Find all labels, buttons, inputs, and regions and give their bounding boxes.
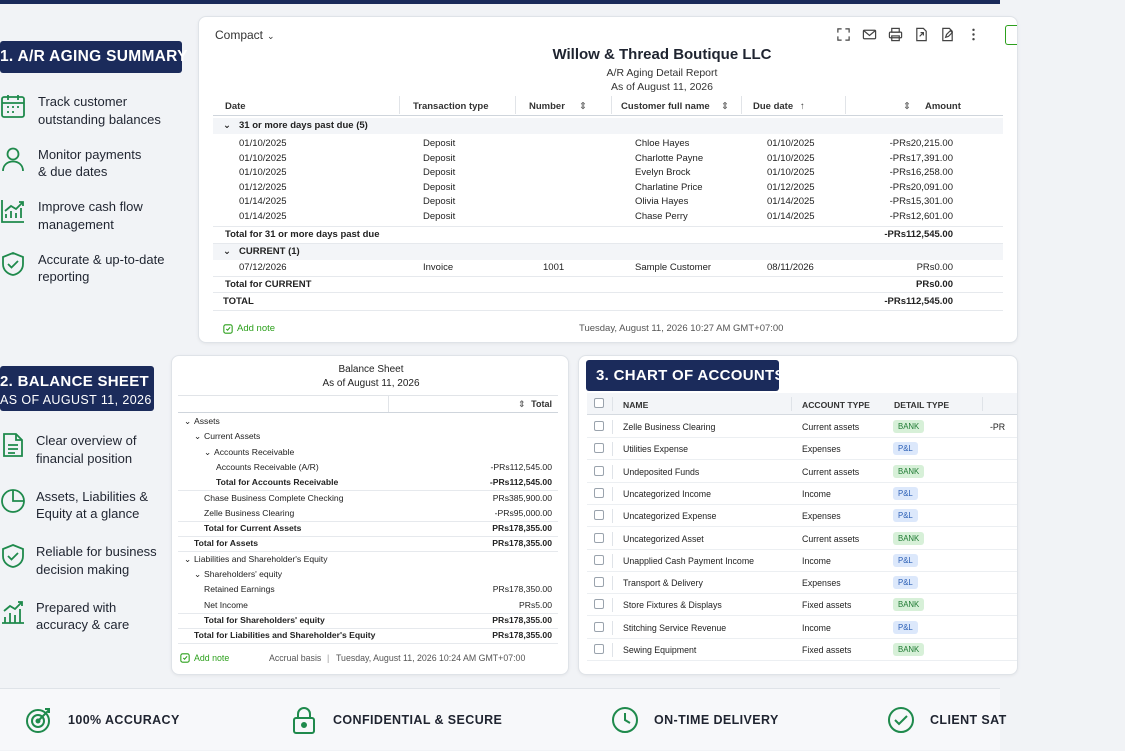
top-accent-bar <box>0 0 1000 4</box>
ar-table-header <box>213 96 1003 116</box>
grand-total-amount: -PRs112,545.00 <box>884 296 953 307</box>
detail-type-badge: P&L <box>893 576 918 589</box>
balance-sheet-card <box>171 355 569 675</box>
bs-row-label: Assets <box>194 416 220 426</box>
chart-of-accounts-badge <box>586 360 785 391</box>
bs-row-label: Shareholders' equity <box>204 569 283 579</box>
add-note-link[interactable] <box>223 323 275 334</box>
subtotal-amount: PRs0.00 <box>916 279 953 290</box>
bs-row-label: Current Assets <box>204 431 261 442</box>
company-name: Willow & Thread Boutique LLC <box>552 46 772 63</box>
sort-ascending-icon[interactable]: ↑ <box>800 101 805 112</box>
fullscreen-icon[interactable] <box>836 27 851 42</box>
clock-icon <box>610 705 640 735</box>
account-balance: -PR <box>990 422 1006 432</box>
group-label: CURRENT (1) <box>239 246 300 257</box>
target-icon <box>24 705 54 735</box>
banner-secure <box>289 689 502 751</box>
row-checkbox[interactable] <box>594 599 604 609</box>
chevron-down-icon: ⌄ <box>223 246 231 257</box>
email-icon[interactable] <box>862 27 877 42</box>
ar-aging-report-card <box>198 16 1018 343</box>
detail-type-badge: BANK <box>893 465 924 478</box>
feature-text: Reliable for business decision making <box>36 544 157 577</box>
account-row[interactable] <box>587 617 1017 639</box>
account-name[interactable]: Transport & Delivery <box>623 578 703 589</box>
row-checkbox[interactable] <box>594 622 604 632</box>
cell-due-date: 01/10/2025 <box>767 167 815 178</box>
account-type: Fixed assets <box>802 645 852 655</box>
cell-customer: Chloe Hayes <box>635 138 690 149</box>
feature-text: Monitor payments & due dates <box>38 146 142 179</box>
bs-add-note-link[interactable] <box>180 653 229 663</box>
col-name[interactable]: NAME <box>623 400 649 410</box>
feature-text: Assets, Liabilities & Equity at a glance <box>36 488 148 521</box>
export-icon[interactable] <box>914 27 929 42</box>
bs-row-amount: -PRs112,545.00 <box>490 461 552 472</box>
account-name[interactable]: Utilities Expense <box>623 444 689 455</box>
account-type: Income <box>802 488 831 499</box>
subtotal-amount: -PRs112,545.00 <box>884 229 953 240</box>
feature-text: Clear overview of financial position <box>36 433 137 466</box>
account-row[interactable] <box>587 505 1017 527</box>
feature-text: Track customer outstanding balances <box>38 94 161 127</box>
detail-type-badge: P&L <box>893 509 918 522</box>
cell-transaction-type: Deposit <box>423 181 456 193</box>
account-name[interactable]: Uncategorized Expense <box>623 511 717 522</box>
banner-accuracy-label: 100% ACCURACY <box>68 713 180 727</box>
trust-banner <box>0 688 1007 750</box>
cell-due-date: 01/12/2025 <box>767 181 815 193</box>
bs-row-amount: PRs178,355.00 <box>492 538 552 549</box>
report-date: As of August 11, 2026 <box>611 81 713 93</box>
cell-date: 01/14/2025 <box>239 210 287 222</box>
account-type: Income <box>802 555 831 566</box>
cell-customer: Charlatine Price <box>635 181 703 193</box>
cell-transaction-type: Deposit <box>423 167 456 178</box>
row-checkbox[interactable] <box>594 555 604 565</box>
account-name[interactable]: Uncategorized Asset <box>623 533 704 544</box>
cell-number: 1001 <box>543 262 565 273</box>
sort-icon[interactable]: ⇕ <box>579 101 587 112</box>
lock-icon <box>289 705 319 735</box>
report-timestamp: Tuesday, August 11, 2026 10:27 AM GMT+07:00 <box>579 323 784 334</box>
bs-row-label: Liabilities and Shareholder's Equity <box>194 553 328 564</box>
cell-amount: -PRs20,091.00 <box>889 181 953 193</box>
chevron-down-icon: ⌄ <box>267 31 275 41</box>
account-name[interactable]: Store Fixtures & Displays <box>623 600 722 611</box>
chevron-down-icon[interactable]: ⌄ <box>184 416 192 426</box>
bs-row-label: Total for Assets <box>194 538 258 549</box>
banner-delivery-label: ON-TIME DELIVERY <box>654 713 779 727</box>
row-checkbox[interactable] <box>594 510 604 520</box>
person-icon <box>0 146 26 172</box>
chevron-down-icon[interactable]: ⌄ <box>184 553 192 564</box>
account-type: Current assets <box>802 422 860 432</box>
grand-total-label: TOTAL <box>223 296 254 307</box>
bs-row-label: Total for Liabilities and Shareholder's Equity <box>194 630 376 641</box>
account-row[interactable] <box>587 594 1017 616</box>
detail-type-badge: BANK <box>893 643 924 656</box>
sort-icon[interactable]: ⇕ <box>903 101 911 112</box>
balance-sheet-badge <box>0 366 154 411</box>
cell-date: 01/12/2025 <box>239 181 287 193</box>
banner-accuracy <box>24 689 180 751</box>
detail-type-badge: P&L <box>893 442 918 455</box>
bs-row-label: Total for Accounts Receivable <box>216 477 339 488</box>
cell-amount: -PRs20,215.00 <box>889 138 953 149</box>
banner-satisfaction-label: CLIENT SAT <box>930 713 1007 727</box>
subtotal-label: Total for CURRENT <box>225 279 312 290</box>
account-type: Current assets <box>802 533 860 544</box>
cell-due-date: 01/10/2025 <box>767 138 815 149</box>
chevron-down-icon[interactable]: ⌄ <box>194 569 202 579</box>
note-icon <box>223 324 233 334</box>
cell-customer: Sample Customer <box>635 262 712 273</box>
edit-report-icon[interactable] <box>940 27 955 42</box>
check-circle-icon <box>886 705 916 735</box>
banner-satisfaction <box>886 689 1007 751</box>
row-checkbox[interactable] <box>594 443 604 453</box>
cell-date: 01/14/2025 <box>239 196 287 207</box>
cell-transaction-type: Deposit <box>423 196 456 207</box>
chevron-down-icon[interactable]: ⌄ <box>194 431 202 442</box>
account-name[interactable]: Sewing Equipment <box>623 645 697 655</box>
row-checkbox[interactable] <box>594 488 604 498</box>
bs-footer-divider: | <box>327 653 330 663</box>
bs-row-amount: PRs5.00 <box>519 599 552 610</box>
row-checkbox[interactable] <box>594 644 604 654</box>
row-checkbox[interactable] <box>594 577 604 587</box>
bs-basis: Accrual basis <box>269 653 322 663</box>
feature-text: Improve cash flow management <box>38 199 143 232</box>
bs-title: Balance Sheet <box>338 364 404 375</box>
report-toolbar <box>836 27 981 42</box>
bs-add-note-label: Add note <box>194 653 230 663</box>
col-transaction-type[interactable]: Transaction type <box>413 101 489 112</box>
bs-row-label: Accounts Receivable <box>214 446 295 457</box>
detail-type-badge: BANK <box>893 532 924 545</box>
cell-due-date: 01/14/2025 <box>767 210 815 222</box>
bs-row-amount: PRs178,355.00 <box>492 614 552 625</box>
col-customer-full-name[interactable]: Customer full name <box>621 101 710 112</box>
cell-amount: -PRs15,301.00 <box>889 196 953 207</box>
bs-row-label: Retained Earnings <box>204 584 275 595</box>
cell-transaction-type: Invoice <box>423 262 454 273</box>
more-options-icon[interactable] <box>966 27 981 42</box>
col-date[interactable]: Date <box>225 101 246 112</box>
bs-row-label: Chase Business Complete Checking <box>204 492 344 503</box>
account-row[interactable] <box>587 416 1017 438</box>
bs-row-amount: -PRs112,545.00 <box>489 477 552 488</box>
cell-customer: Evelyn Brock <box>635 167 691 178</box>
col-due-date[interactable]: Due date <box>753 101 794 112</box>
coa-table-header <box>587 393 1017 415</box>
account-type: Income <box>802 622 831 633</box>
select-all-checkbox[interactable] <box>594 398 604 408</box>
ar-aging-summary-badge <box>0 41 188 73</box>
col-account-type[interactable]: ACCOUNT TYPE <box>802 400 870 410</box>
cell-amount: -PRs12,601.00 <box>889 210 953 222</box>
chevron-down-icon: ⌄ <box>223 120 231 131</box>
bs-row-label: Zelle Business Clearing <box>204 507 295 518</box>
account-type: Expenses <box>802 578 841 589</box>
col-detail-type[interactable]: DETAIL TYPE <box>894 400 950 410</box>
detail-type-badge: P&L <box>893 487 918 500</box>
print-icon[interactable] <box>888 27 903 42</box>
account-name[interactable]: Undeposited Funds <box>623 466 700 477</box>
row-checkbox[interactable] <box>594 421 604 431</box>
growth-chart-icon <box>0 198 26 224</box>
col-amount[interactable]: Amount <box>925 101 961 112</box>
chevron-down-icon[interactable]: ⌄ <box>204 446 212 457</box>
bs-row-label: Total for Current Assets <box>204 523 302 534</box>
detail-type-badge: P&L <box>893 554 918 567</box>
account-type: Current assets <box>802 466 860 477</box>
detail-type-badge: BANK <box>893 598 924 611</box>
cell-due-date: 08/11/2026 <box>767 262 814 273</box>
view-density-dropdown[interactable] <box>215 28 275 42</box>
subtotal-label: Total for 31 or more days past due <box>225 229 380 240</box>
account-row[interactable] <box>587 550 1017 572</box>
calendar-icon <box>0 93 26 119</box>
bs-date: As of August 11, 2026 <box>322 378 420 389</box>
col-total[interactable]: Total <box>531 399 552 409</box>
account-row[interactable] <box>587 483 1017 505</box>
group-label: 31 or more days past due (5) <box>239 120 368 131</box>
account-name[interactable]: Zelle Business Clearing <box>623 422 716 432</box>
bs-badge-title: 2. BALANCE SHEET <box>0 373 149 390</box>
bs-row-label: Net Income <box>204 599 248 610</box>
cell-amount: -PRs16,258.00 <box>889 167 953 178</box>
bs-row-label: Total for Shareholders' equity <box>204 614 325 625</box>
shield-check-icon <box>0 251 26 277</box>
view-density-label: Compact <box>215 28 264 42</box>
add-note-label: Add note <box>237 323 276 334</box>
account-type: Fixed assets <box>802 600 852 611</box>
document-icon <box>0 432 26 458</box>
bs-row-amount: PRs178,355.00 <box>492 630 552 641</box>
bs-row-label: Accounts Receivable (A/R) <box>216 461 319 472</box>
account-row[interactable] <box>587 639 1017 661</box>
chart-of-accounts-card <box>578 355 1018 675</box>
cell-date: 01/10/2025 <box>239 167 287 178</box>
report-name: A/R Aging Detail Report <box>606 67 718 79</box>
account-name[interactable]: Stitching Service Revenue <box>623 622 727 633</box>
cell-transaction-type: Deposit <box>423 152 456 164</box>
bs-badge-date: AS OF AUGUST 11, 2026 <box>0 393 152 407</box>
cell-transaction-type: Deposit <box>423 138 456 149</box>
account-type: Expenses <box>802 511 841 522</box>
bs-row-amount: PRs178,355.00 <box>492 523 552 534</box>
cell-customer: Chase Perry <box>635 210 688 222</box>
cell-amount: PRs0.00 <box>916 262 953 273</box>
sort-icon[interactable]: ⇕ <box>721 101 729 112</box>
cell-customer: Olivia Hayes <box>635 196 689 207</box>
account-row[interactable] <box>587 461 1017 483</box>
cell-amount: -PRs17,391.00 <box>889 152 953 164</box>
ar-badge-text: 1. A/R AGING SUMMARY <box>0 48 188 65</box>
account-row[interactable] <box>587 572 1017 594</box>
sort-icon[interactable]: ⇕ <box>518 399 526 409</box>
account-type: Expenses <box>802 444 841 455</box>
detail-type-badge: P&L <box>893 621 918 634</box>
bs-table-header <box>178 395 558 413</box>
pie-chart-icon <box>0 488 26 514</box>
bs-row-amount: PRs178,350.00 <box>492 584 552 595</box>
feature-text: Accurate & up-to-date reporting <box>38 251 165 284</box>
shield-check-icon <box>0 543 26 569</box>
cell-due-date: 01/10/2025 <box>767 152 815 164</box>
bs-row-amount: PRs385,900.00 <box>492 492 552 503</box>
save-customization-button[interactable] <box>1005 25 1017 45</box>
coa-badge-text: 3. CHART OF ACCOUNTS <box>596 367 785 384</box>
bs-timestamp: Tuesday, August 11, 2026 10:24 AM GMT+07:00 <box>336 653 526 663</box>
account-name[interactable]: Unapplied Cash Payment Income <box>623 555 755 566</box>
cell-transaction-type: Deposit <box>423 210 456 222</box>
account-row[interactable] <box>587 438 1017 460</box>
banner-secure-label: CONFIDENTIAL & SECURE <box>333 713 503 727</box>
banner-delivery <box>610 689 779 751</box>
row-checkbox[interactable] <box>594 466 604 476</box>
note-icon <box>180 653 190 663</box>
col-number[interactable]: Number <box>529 101 565 112</box>
feature-text: Prepared with accuracy & care <box>36 599 130 632</box>
cell-date: 01/10/2025 <box>239 138 287 149</box>
account-name[interactable]: Uncategorized Income <box>623 488 712 499</box>
cell-customer: Charlotte Payne <box>635 152 704 164</box>
bar-chart-icon <box>0 599 26 625</box>
cell-date: 07/12/2026 <box>239 262 287 273</box>
cell-date: 01/10/2025 <box>239 152 287 164</box>
cell-due-date: 01/14/2025 <box>767 196 815 207</box>
row-checkbox[interactable] <box>594 533 604 543</box>
account-row[interactable] <box>587 528 1017 550</box>
detail-type-badge: BANK <box>893 420 924 433</box>
bs-row-amount: -PRs95,000.00 <box>494 507 552 518</box>
